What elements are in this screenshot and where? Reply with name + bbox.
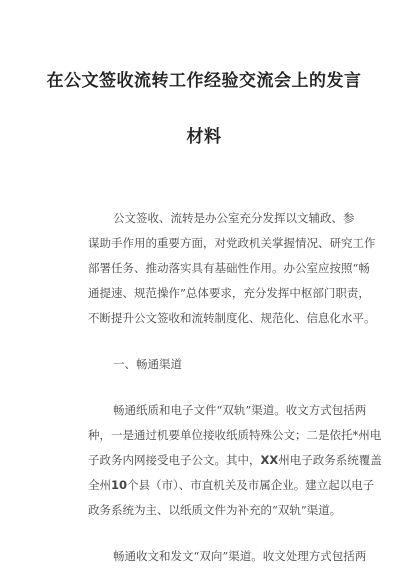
- intro-line-3: 部署任务、推动落实具有基础性作用。办公室应按照“畅: [88, 261, 370, 275]
- para1-line-5: 政务系统为主、以纸质文件为补充的“双轨”渠道。: [88, 503, 342, 517]
- para1-line-4-bold: 10: [111, 478, 128, 492]
- para2-line-1: 畅通收文和发文“双向”渠道。收文处理方式包括两: [113, 549, 367, 563]
- para1-line-3: [88, 453, 382, 467]
- document-title-line2: 材料: [186, 127, 222, 147]
- para1-line-4-tail: 个县（市）、市直机关及市属企业。建立起以电子: [127, 478, 375, 492]
- para1-line-3-head: 子政务内网接受电子公文。其中，: [88, 453, 261, 467]
- section-heading-1: 一、畅通渠道: [113, 357, 182, 371]
- para1-line-4: [88, 478, 374, 492]
- intro-line-5: 不断提升公文签收和流转制度化、规范化、信息化水平。: [88, 311, 376, 325]
- intro-line-2: 谋助手作用的重要方面，对党政机关掌握情况、研究工作: [88, 236, 376, 250]
- para1-line-4-head: 全州: [88, 478, 111, 492]
- intro-line-4: 通提速、规范操作”总体要求，充分发挥中枢部门职责，: [88, 286, 370, 300]
- intro-line-1: 公文签收、流转是办公室充分发挥以文辅政、参: [113, 211, 355, 225]
- para1-line-1: 畅通纸质和电子文件“双轨”渠道。收文方式包括两: [113, 403, 367, 417]
- document-title-line1: 在公文签收流转工作经验交流会上的发言: [46, 71, 362, 91]
- para1-line-3-tail: 州电子政务系统覆盖: [278, 453, 382, 467]
- para1-line-2: 种，一是通过机要单位接收纸质特殊公文；二是依托*州电: [88, 428, 382, 442]
- para1-line-3-bold: XX: [260, 453, 279, 467]
